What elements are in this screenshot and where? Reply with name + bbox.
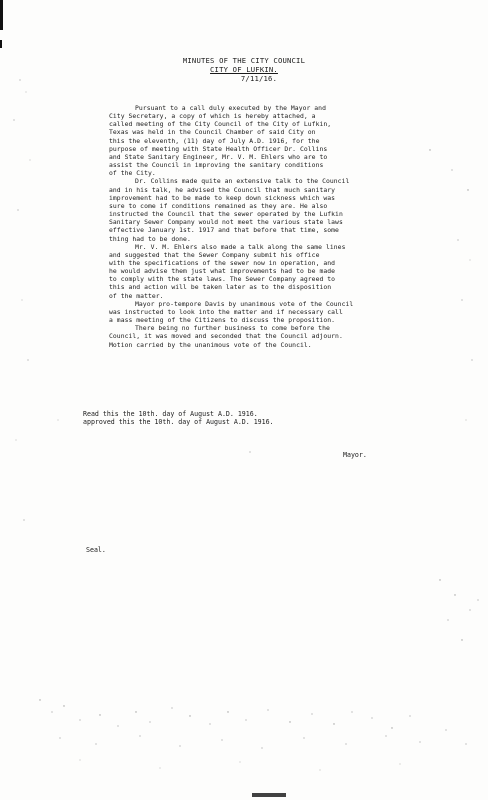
text-line: thing had to be done. [109,234,191,243]
approved-date-line: approved this the 10th. day of August A.D. 1916. [83,418,274,426]
text-line: There being no further business to come before the [135,324,330,333]
scan-edge-mark [0,40,2,48]
scan-edge-mark [0,0,3,30]
heading-title: MINUTES OF THE CITY COUNCIL [182,56,306,65]
text-line: Mayor pro-tempore Davis by unanimous vote of the Council [135,299,354,308]
text-line: Mr. V. M. Ehlers also made a talk along the same lines [135,242,346,251]
text-line: improvement had to be made to keep down sickness which was [109,193,336,202]
text-line: sure to come if conditions remained as they are. He also [109,201,328,210]
text-line: Sanitary Sewer Company would not meet the various state laws [109,218,343,227]
paragraph-ehlers-talk [83,243,463,300]
seal-label: Seal. [86,546,106,554]
text-line: and in his talk, he advised the Council that much sanitary [109,185,336,194]
text-line: Pursuant to a call duly executed by the Mayor and [135,104,326,112]
text-line: and State Sanitary Engineer, Mr. V. M. Ehlers who are to [109,152,328,161]
text-line: a mass meeting of the Citizens to discuss the proposition. [109,316,336,325]
text-line: of the matter. [109,291,164,300]
text-line: and suggested that the Sewer Company submit his office [109,250,320,259]
text-line: called meeting of the City Council of the City of Lufkin, [109,120,332,129]
text-line: City Secretary, a copy of which is hereby attached, a [109,112,316,121]
text-line: this the eleventh, (11) day of July A.D. 1916, for the [109,136,320,145]
text-line: he would advise them just what improvements had to be made [109,267,336,276]
mayor-signature-label: Mayor. [343,451,367,459]
text-line: Texas was held in the Council Chamber of said City on [109,128,316,137]
text-line: this and action will be taken later as to the disposition [109,283,332,292]
text-line: Motion carried by the unanimous vote of the Council. [109,340,312,349]
paragraph-collins-talk [83,177,463,242]
text-line: was instructed to look into the matter and if necessary call [109,307,343,316]
read-date-line: Read this the 10th. day of August A.D. 1916. [83,410,258,418]
text-line: instructed the Council that the sewer operated by the Lufkin [109,210,343,219]
text-line: purpose of meeting with State Health Officer Dr. Collins [109,144,328,153]
minutes-body [83,104,463,349]
heading-date: 7/11/16. [240,74,278,83]
text-line: Dr. Collins made quite an extensive talk to the Council [135,177,350,186]
text-line: effective January 1st. 1917 and that before that time, some [109,226,339,235]
paragraph-call-to-meeting [83,104,463,177]
text-line: Council, it was moved and seconded that the Council adjourn. [109,332,343,341]
scan-edge-mark [252,793,286,797]
text-line: with the specifications of the sewer now in operation, and [109,258,336,267]
heading-city: CITY OF LUFKIN. [210,65,278,74]
approval-block [83,410,274,426]
minutes-heading [0,56,488,83]
paragraph-mayor-instruction [83,300,463,324]
paragraph-adjournment [83,324,463,348]
text-line: to comply with the state laws. The Sewer Company agreed to [109,275,336,284]
text-line: assist the Council in improving the sanitary conditions [109,161,324,170]
text-line: of the City. [109,169,156,178]
